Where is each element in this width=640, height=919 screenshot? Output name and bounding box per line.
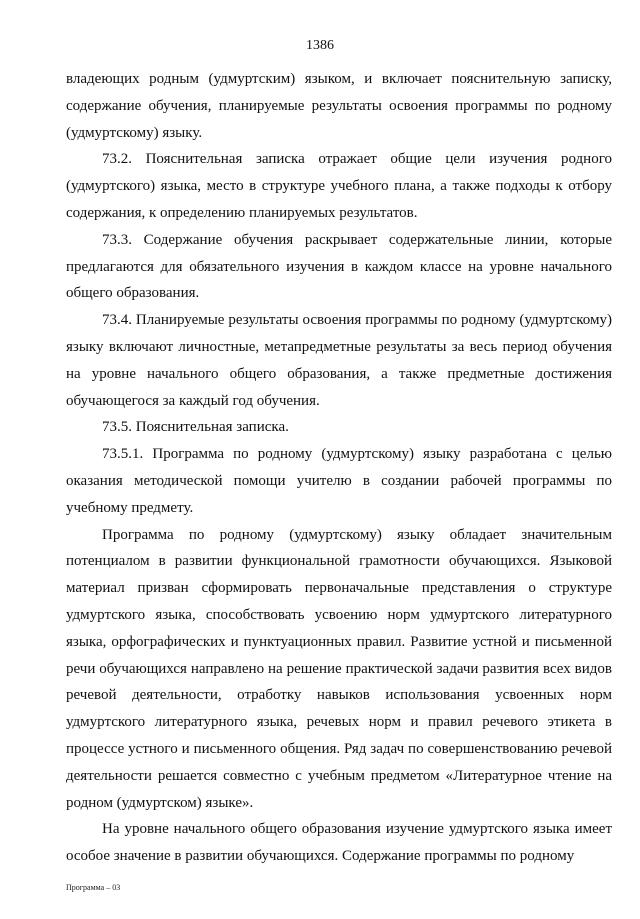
paragraph: На уровне начального общего образования изучение удмуртского языка имеет особое значение в развитии обучающихся. Содержание программы по родному <box>66 821 612 865</box>
paragraph: 73.5.1. Программа по родному (удмуртскому) языку разработана с целью оказания методической помощи учителю в создании рабочей программы по учебному предмету. <box>66 446 612 516</box>
paragraph: Программа по родному (удмуртскому) языку обладает значительным потенциалом в развитии функциональной грамотности обучающихся. Языковой материал призван сформировать первоначальные представления о структуре удмуртского языка, способствовать усвоению норм удмуртского литературного языка, орфографических и пунктуационных правил. Развитие устной и письменной речи обучающихся направлено на решение практической задачи развития всех видов речевой деятельности, отработку навыков использования усвоенных норм удмуртского литературного языка, речевых норм и правил речевого этикета в процессе устного и письменного общения. Ряд задач по совершенствованию речевой деятельности решается совместно с учебным предметом «Литературное чтение на родном (удмуртском) языке». <box>66 526 612 811</box>
paragraph: 73.2. Пояснительная записка отражает общие цели изучения родного (удмуртского) языка, место в структуре учебного плана, а также подходы к отбору содержания, к определению планируемых результатов. <box>66 151 612 221</box>
paragraph: 73.4. Планируемые результаты освоения программы по родному (удмуртскому) языку включают личностные, метапредметные результаты за весь период обучения на уровне начального общего образования, а также предметные достижения обучающегося за каждый год обучения. <box>66 312 612 409</box>
paragraph: владеющих родным (удмуртским) языком, и включает пояснительную записку, содержание обучения, планируемые результаты освоения программы по родному (удмуртскому) языку. <box>66 71 612 141</box>
document-body <box>66 66 612 870</box>
paragraph: 73.3. Содержание обучения раскрывает содержательные линии, которые предлагаются для обязательного изучения в каждом классе на уровне начального общего образования. <box>66 231 612 302</box>
page-number: 1386 <box>306 38 334 53</box>
paragraph: 73.5. Пояснительная записка. <box>102 419 289 436</box>
footer-label: Программа – 03 <box>66 883 121 892</box>
